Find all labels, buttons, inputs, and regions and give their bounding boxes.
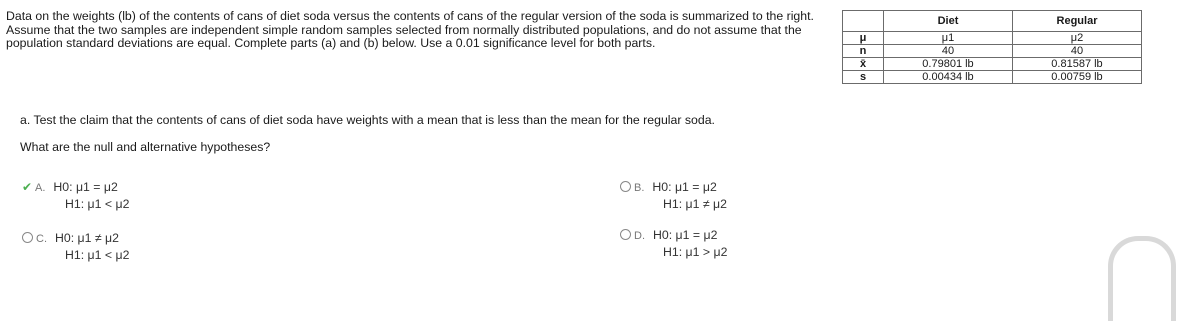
option-c[interactable] (22, 230, 129, 264)
alternative-hypothesis: H1: μ1 < μ2 (65, 248, 130, 262)
row-symbol: x̄ (843, 58, 884, 71)
alternative-hypothesis: H1: μ1 < μ2 (65, 197, 130, 211)
row-symbol: n (843, 45, 884, 58)
alternative-hypothesis: H1: μ1 > μ2 (663, 245, 728, 259)
option-letter: B. (634, 182, 645, 194)
radio-button[interactable] (620, 181, 631, 192)
option-a[interactable] (22, 179, 129, 213)
option-letter: D. (634, 230, 645, 242)
row-symbol: s (843, 71, 884, 84)
cursor-arc-decoration (1108, 236, 1176, 321)
table-row (843, 71, 1142, 84)
checkmark-icon: ✔ (22, 180, 33, 194)
table-row (843, 45, 1142, 58)
option-letter: A. (35, 182, 46, 194)
option-letter: C. (36, 233, 47, 245)
null-hypothesis: H0: μ1 = μ2 (653, 228, 718, 242)
part-a-prompt: a. Test the claim that the contents of cans of diet soda have weights with a mean that is less than the mean for the regular soda. (20, 113, 715, 127)
alternative-hypothesis: H1: μ1 ≠ μ2 (663, 197, 727, 211)
diet-value: 0.79801 lb (884, 58, 1013, 71)
summary-table (842, 10, 1142, 84)
table-header-regular: Regular (1013, 11, 1142, 32)
regular-value: 0.81587 lb (1013, 58, 1142, 71)
table-row (843, 32, 1142, 45)
diet-value: μ1 (884, 32, 1013, 45)
table-header-blank (843, 11, 884, 32)
problem-intro: Data on the weights (lb) of the contents of cans of diet soda versus the contents of cans of the regular version of the soda is summarized to the right. Assume that the two samples are independent simple random samples selected from normally distributed populations, and do not assume that the population standard deviations are equal. Complete parts (a) and (b) below. Use a 0.01 significance level for both parts. (6, 9, 814, 50)
row-symbol: μ (843, 32, 884, 45)
null-hypothesis: H0: μ1 = μ2 (53, 180, 118, 194)
null-hypothesis: H0: μ1 = μ2 (652, 180, 717, 194)
diet-value: 0.00434 lb (884, 71, 1013, 84)
null-hypothesis: H0: μ1 ≠ μ2 (55, 231, 119, 245)
radio-button[interactable] (22, 232, 33, 243)
diet-value: 40 (884, 45, 1013, 58)
regular-value: 40 (1013, 45, 1142, 58)
table-row (843, 58, 1142, 71)
hypotheses-question: What are the null and alternative hypotheses? (20, 140, 271, 154)
table-header-diet: Diet (884, 11, 1013, 32)
regular-value: 0.00759 lb (1013, 71, 1142, 84)
option-d[interactable] (620, 227, 727, 261)
radio-button[interactable] (620, 229, 631, 240)
regular-value: μ2 (1013, 32, 1142, 45)
option-b[interactable] (620, 179, 727, 213)
table-header-row (843, 11, 1142, 32)
